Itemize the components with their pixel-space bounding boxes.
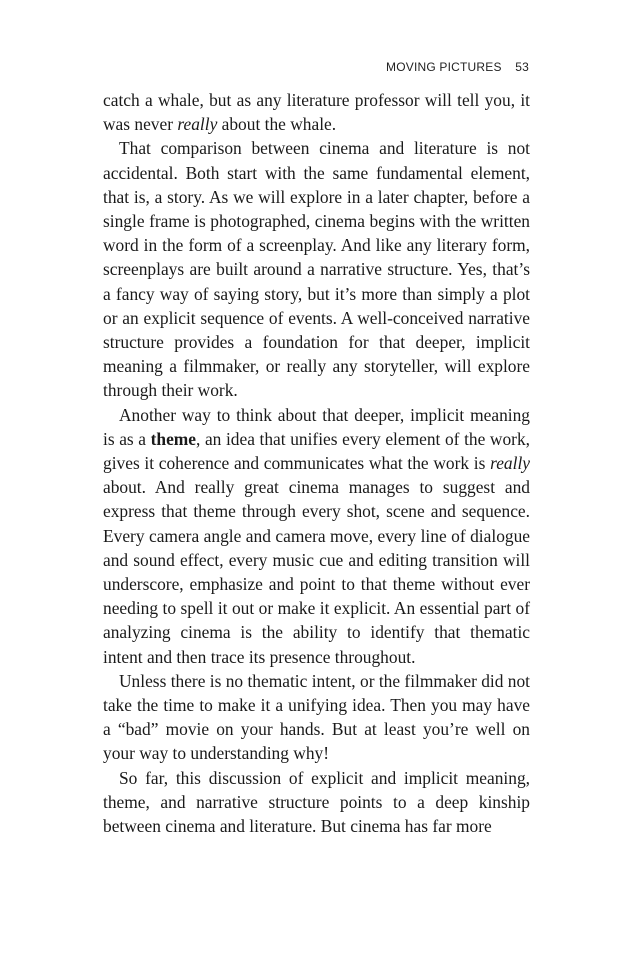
page-number: 53 bbox=[515, 60, 529, 74]
paragraph-1 bbox=[103, 88, 530, 136]
paragraph-5: So far, this discussion of explicit and implicit meaning, theme, and narrative structure points to a deep kinship between cinema and literature. But cinema has far more bbox=[103, 767, 530, 837]
paragraph-3-bold-term: theme bbox=[150, 428, 196, 449]
paragraph-3-text-c: about. And really great cinema manages to suggest and express that theme through every shot, scene and sequence. Every camera angle and camera move, every line of dialogue and sound effect, every music cue and editing transition will underscore, emphasize and point to that theme without ever needing to spell it out or make it explicit. An essential part of analyzing cinema is the ability to identify that thematic intent and then trace its presence throughout. bbox=[103, 477, 530, 667]
paragraph-4: Unless there is no thematic intent, or the filmmaker did not take the time to make it a unifying idea. Then you may have a “bad” movie on your hands. But at least you’re well on your way to understanding why! bbox=[103, 670, 530, 764]
paragraph-3-emphasis: really bbox=[490, 453, 530, 474]
paragraph-1-text-a: catch a whale, but as any literature professor will tell you, it was never bbox=[103, 90, 530, 135]
paragraph-3 bbox=[103, 403, 530, 669]
running-head bbox=[386, 60, 529, 74]
paragraph-3-text-b: , an idea that unifies every element of the work, gives it coherence and communicates what the work is bbox=[103, 428, 530, 474]
body-text bbox=[103, 88, 530, 838]
paragraph-3-text-a: Another way to think about that deeper, implicit meaning is as a bbox=[103, 404, 530, 449]
running-title: MOVING PICTURES bbox=[386, 60, 502, 74]
paragraph-2: That comparison between cinema and literature is not accidental. Both start with the same fundamental element, that is, a story. As we will explore in a later chapter, before a single frame is photographed, cinema begins with the written word in the form of a screenplay. And like any literary form, screenplays are built around a narrative structure. Yes, that’s a fancy way of saying story, but it’s more than simply a plot or an explicit sequence of events. A well-conceived narrative structure provides a foundation for that deeper, implicit meaning a filmmaker, or really any storyteller, will explore through their work. bbox=[103, 138, 530, 401]
paragraph-1-emphasis: really bbox=[177, 114, 218, 135]
paragraph-1-text-b: about the whale. bbox=[217, 114, 337, 135]
